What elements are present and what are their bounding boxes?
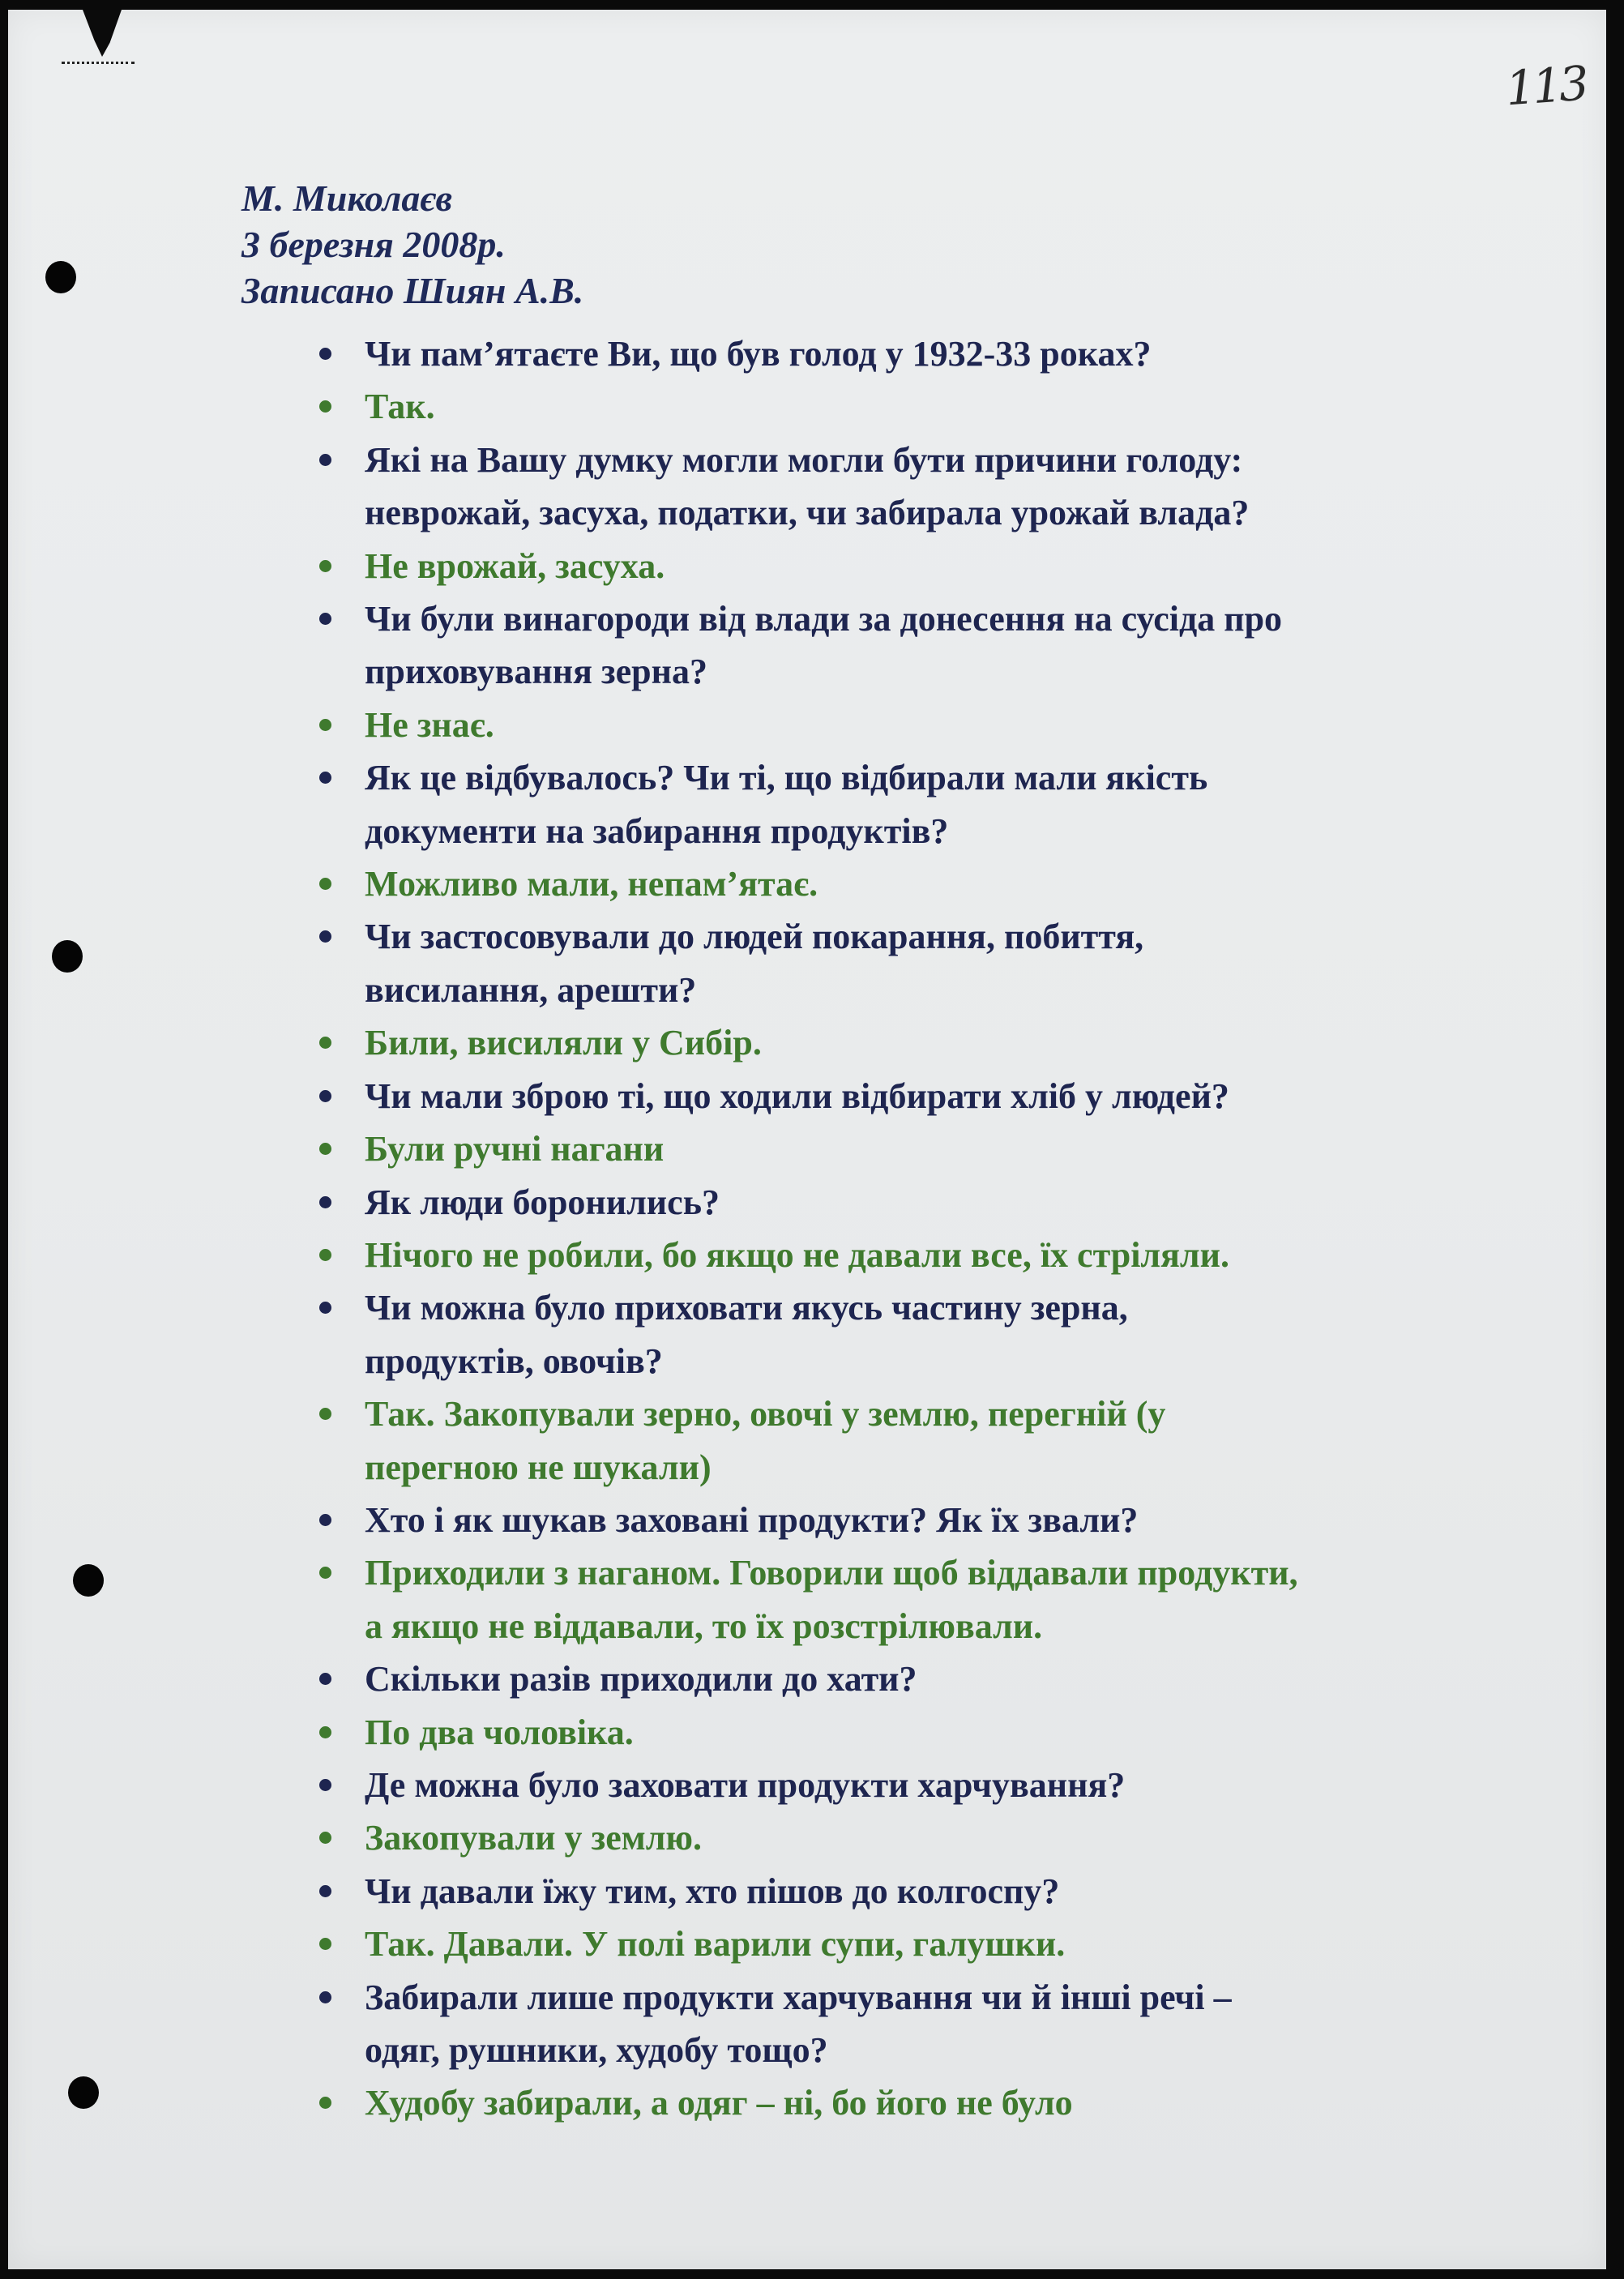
question-item: Як це відбувалось? Чи ті, що відбирали мали якість документи на забирання продуктів?	[319, 751, 1535, 857]
document-page	[8, 10, 1606, 2269]
answer-item: Можливо мали, непам’ятає.	[319, 857, 1535, 910]
answer-item: Так. Давали. У полі варили супи, галушки.	[319, 1918, 1535, 1970]
question-item: Чи були винагороди від влади за донесення на сусіда про приховування зерна?	[319, 592, 1535, 699]
answer-item: Не врожай, засуха.	[319, 540, 1535, 592]
header-place: М. Миколаєв	[241, 177, 453, 219]
header-date: 3 березня 2008р.	[241, 224, 506, 265]
punch-hole	[68, 2076, 99, 2109]
ink-mark	[83, 10, 122, 57]
answer-item: Худобу забирали, а одяг – ні, бо його не було	[319, 2076, 1535, 2129]
question-item: Чи пам’ятаєте Ви, що був голод у 1932-33 роках?	[319, 327, 1535, 380]
answer-item: Били, висиляли у Сибір.	[319, 1016, 1535, 1069]
question-item: Хто і як шукав заховані продукти? Як їх звали?	[319, 1494, 1535, 1546]
answer-item: Так. Закопували зерно, овочі у землю, перегній (у перегною не шукали)	[319, 1387, 1535, 1494]
answer-item: Так.	[319, 380, 1535, 433]
question-item: Чи застосовували до людей покарання, побиття, висилання, арешти?	[319, 910, 1535, 1016]
punch-hole	[52, 940, 83, 973]
answer-item: Були ручні нагани	[319, 1122, 1535, 1175]
answer-item: По два чоловіка.	[319, 1706, 1535, 1759]
question-item: Чи мали зброю ті, що ходили відбирати хліб у людей?	[319, 1070, 1535, 1122]
question-item: Як люди боронились?	[319, 1176, 1535, 1229]
punch-hole	[45, 261, 76, 293]
question-item: Які на Вашу думку могли могли бути причини голоду: неврожай, засуха, податки, чи забирала урожай влада?	[319, 434, 1535, 540]
answer-item: Закопували у землю.	[319, 1811, 1535, 1864]
question-item: Де можна було заховати продукти харчування?	[319, 1759, 1535, 1811]
question-item: Забирали лише продукти харчування чи й інші речі – одяг, рушники, худобу тощо?	[319, 1971, 1535, 2077]
punch-hole	[73, 1564, 104, 1597]
ink-dots	[62, 57, 135, 64]
interview-list	[319, 327, 1535, 2130]
document-header	[241, 175, 583, 314]
header-recorded-by: Записано Шиян А.В.	[241, 270, 584, 311]
page-number: 113	[1503, 55, 1588, 117]
question-item: Скільки разів приходили до хати?	[319, 1653, 1535, 1705]
answer-item: Не знає.	[319, 699, 1535, 751]
answer-item: Нічого не робили, бо якщо не давали все, їх стріляли.	[319, 1229, 1535, 1281]
question-item: Чи давали їжу тим, хто пішов до колгоспу?	[319, 1865, 1535, 1918]
answer-item: Приходили з наганом. Говорили щоб віддавали продукти, а якщо не віддавали, то їх розстрілювали.	[319, 1546, 1535, 1653]
question-item: Чи можна було приховати якусь частину зерна, продуктів, овочів?	[319, 1281, 1535, 1387]
